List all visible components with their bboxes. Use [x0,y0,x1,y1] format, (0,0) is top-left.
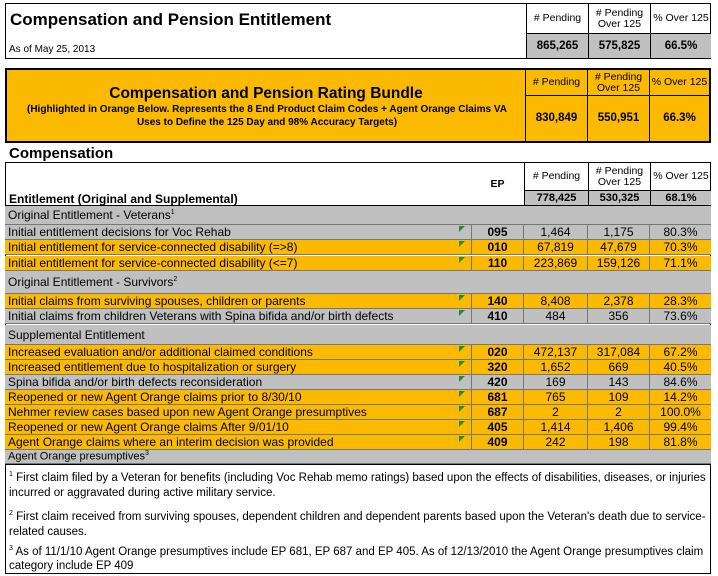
row-ep-code: 409 [471,435,523,449]
comp-col-header-pct: % Over 125 [650,163,711,191]
table-row [5,405,711,420]
row-over125: 1,175 [587,225,649,239]
bundle-col-header-pct: % Over 125 [649,70,709,96]
comment-marker-icon [459,346,465,352]
row-ep-code: 410 [471,309,523,323]
row-label: Nehmer review cases based upon new Agent Orange presumptives [8,405,367,419]
col-header-ep: EP [490,177,505,190]
comp-total-pct: 68.1% [650,191,711,205]
row-pending: 1,414 [523,420,587,434]
bundle-col-header-over125: # Pending Over 125 [587,70,649,96]
bundle-over125: 550,951 [587,96,649,141]
row-ep-code: 010 [471,240,523,254]
section-supplemental [5,325,711,345]
section-label: Supplemental Entitlement [8,328,145,342]
comment-marker-icon [459,361,465,367]
row-pct: 81.8% [649,435,711,449]
page-title: Compensation and Pension Entitlement [10,10,332,29]
table-row [5,309,711,324]
bundle-title: Compensation and Pension Rating Bundle [109,85,423,102]
footnote-mark: 3 [144,450,149,457]
row-pct: 99.4% [649,420,711,434]
table-row [5,240,711,255]
table-row [5,360,711,375]
footnote-1: $^1$ First claim filed by a Veteran for benefits (including Voc Rehab memo ratings) based upon the effects of disabilities, diseases, or injuries incurred or aggravated during active military service. [9,471,706,499]
table-row [5,375,711,390]
row-ep-code: 405 [471,420,523,434]
row-pending: 1,652 [523,360,587,374]
row-label: Agent Orange claims where an interim decision was provided [8,435,334,449]
section-label: Agent Orange presumptives [8,450,145,463]
comment-marker-icon [459,376,465,382]
entitlement-label: Entitlement (Original and Supplemental) [9,192,238,206]
row-pct: 14.2% [649,390,711,404]
comment-marker-icon [459,391,465,397]
comment-marker-icon [459,421,465,427]
table-row [5,345,711,360]
as-of-date: As of May 25, 2013 [9,44,96,55]
total-over125: 575,825 [588,34,650,58]
comp-total-pending: 778,425 [524,191,588,205]
table-row [5,435,711,450]
row-ep-code: 095 [471,225,523,239]
row-over125: 198 [587,435,649,449]
row-label: Initial entitlement for service-connected disability (<=7) [8,256,298,270]
row-pct: 80.3% [649,225,711,239]
comp-total-over125: 530,325 [588,191,650,205]
table-row [5,225,711,240]
row-pending: 472,137 [523,345,587,359]
row-label: Initial claims from surviving spouses, children or parents [8,294,306,308]
footnote-3: $^3$ As of 11/1/10 Agent Orange presumptives include EP 681, EP 687 and EP 405. As of 12/13/2010 the Agent Orange presumptives claim category include EP 409 [9,544,704,573]
row-over125: 2 [587,405,649,419]
comp-col-header-pending: # Pending [524,163,588,191]
row-pending: 484 [523,309,587,323]
row-pct: 73.6% [649,309,711,323]
comment-marker-icon [459,226,465,232]
comment-marker-icon [459,436,465,442]
row-pct: 40.5% [649,360,711,374]
section-label: Original Entitlement - Veterans [8,208,171,222]
comment-marker-icon [459,295,465,301]
row-over125: 1,406 [587,420,649,434]
row-ep-code: 420 [471,375,523,389]
row-pending: 765 [523,390,587,404]
row-pending: 8,408 [523,294,587,308]
row-ep-code: 110 [471,256,523,270]
row-label: Initial entitlement decisions for Voc Rehab [8,225,231,239]
rating-bundle-panel [5,68,711,143]
row-ep-code: 320 [471,360,523,374]
comment-marker-icon [459,406,465,412]
comment-marker-icon [459,310,465,316]
row-pending: 67,819 [523,240,587,254]
row-over125: 109 [587,390,649,404]
bundle-pct: 66.3% [649,96,709,141]
row-pending: 169 [523,375,587,389]
comment-marker-icon [459,241,465,247]
compensation-heading: Compensation [9,145,114,162]
row-over125: 47,679 [587,240,649,254]
row-pct: 84.6% [649,375,711,389]
bundle-col-header-pending: # Pending [525,70,587,96]
row-pending: 1,464 [523,225,587,239]
bundle-pending: 830,849 [525,96,587,141]
row-ep-code: 687 [471,405,523,419]
row-over125: 669 [587,360,649,374]
row-pct: 71.1% [649,256,711,270]
row-over125: 2,378 [587,294,649,308]
total-pct: 66.5% [650,34,711,58]
row-pct: 100.0% [649,405,711,419]
row-ep-code: 140 [471,294,523,308]
comp-col-header-over125: # Pending Over 125 [588,163,650,191]
bundle-subtitle: (Highlighted in Orange Below. Represents the 8 End Product Claim Codes + Agent Orange Claims VA Uses to Define the 125 Day and 98% Accuracy Targets) [27,104,507,128]
row-label: Initial claims from children Veterans with Spina bifida and/or birth defects [8,309,394,323]
comment-marker-icon [459,257,465,263]
row-label: Spina bifida and/or birth defects reconsideration [8,375,263,389]
section-veterans [5,206,711,225]
row-label: Reopened or new Agent Orange claims After 9/01/10 [8,420,289,434]
row-pending: 242 [523,435,587,449]
footnote-mark: 2 [173,276,178,283]
row-over125: 356 [587,309,649,323]
row-ep-code: 681 [471,390,523,404]
table-row [5,390,711,405]
footnotes [5,464,711,574]
footnote-2: $^2$ First claim received from surviving spouses, dependent children and dependent parents based upon the Veteran's death due to service-related causes. [9,509,706,538]
col-header-pending: # Pending [526,4,588,34]
row-label: Increased entitlement due to hospitalization or surgery [8,360,297,374]
table-row [5,256,711,271]
row-label: Reopened or new Agent Orange claims prior to 8/30/10 [8,390,302,404]
row-pending: 223,869 [523,256,587,270]
col-header-pct: % Over 125 [650,4,711,34]
row-ep-code: 020 [471,345,523,359]
col-header-over125: # Pending Over 125 [588,4,650,34]
row-pct: 67.2% [649,345,711,359]
table-row [5,420,711,435]
summary-panel [5,3,711,59]
total-pending: 865,265 [526,34,588,58]
row-over125: 159,126 [587,256,649,270]
row-pct: 70.3% [649,240,711,254]
row-label: Increased evaluation and/or additional claimed conditions [8,345,313,359]
row-over125: 143 [587,375,649,389]
row-label: Initial entitlement for service-connected disability (=>8) [8,240,298,254]
section-agent-orange [5,450,711,464]
row-pct: 28.3% [649,294,711,308]
section-survivors [5,271,711,294]
table-row [5,294,711,309]
row-over125: 317,084 [587,345,649,359]
row-pending: 2 [523,405,587,419]
footnote-mark: 1 [170,209,175,216]
section-label: Original Entitlement - Survivors [8,275,174,289]
